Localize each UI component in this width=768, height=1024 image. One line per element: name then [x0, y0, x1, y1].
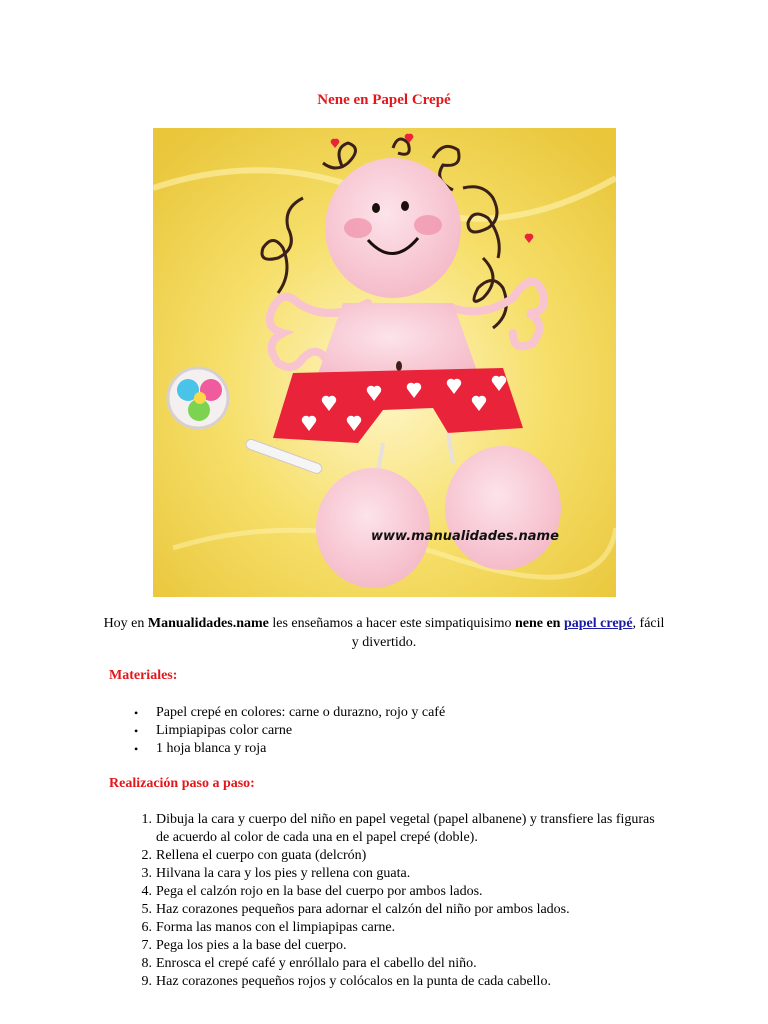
list-item: 5. Haz corazones pequeños para adornar el calzón del niño por ambos lados.: [141, 902, 570, 917]
list-item: 9. Haz corazones pequeños rojos y colócalos en la punta de cada cabello.: [141, 974, 551, 989]
materials-list: [134, 704, 446, 758]
intro-paragraph: [100, 614, 668, 652]
list-item: 7. Pega los pies a la base del cuerpo.: [141, 938, 347, 953]
crepe-paper-doll-illustration: [153, 128, 616, 597]
page-title: Nene en Papel Crepé: [317, 92, 451, 108]
craft-photo: [153, 128, 616, 597]
list-item: 3. Hilvana la cara y los pies y rellena con guata.: [141, 866, 411, 881]
intro-text-2: les enseñamos a hacer este simpatiquisimo: [268, 616, 515, 631]
list-item: • Papel crepé en colores: carne o durazno, rojo y café: [134, 705, 446, 720]
intro-bold: nene en: [514, 616, 561, 631]
papel-crepe-link[interactable]: papel crepé: [563, 616, 633, 631]
left-cheek: [344, 218, 372, 238]
bullet-icon: •: [134, 724, 139, 738]
bullet-icon: •: [134, 742, 139, 756]
list-item: 1. Dibuja la cara y cuerpo del niño en papel vegetal (papel albanene) y transfiere las figuras de acuerdo al color de cada una en el papel crepé (doble).: [141, 812, 655, 845]
list-item: • 1 hoja blanca y roja: [134, 741, 267, 756]
list-item: • Limpiapipas color carne: [134, 723, 293, 738]
list-item: 8. Enrosca el crepé café y enróllalo para el cabello del niño.: [141, 956, 477, 971]
intro-brand: Manualidades.name: [147, 616, 269, 631]
photo-watermark: www.manualidades.name: [371, 529, 559, 544]
right-eye: [401, 201, 409, 211]
materials-heading: Materiales:: [109, 668, 178, 683]
intro-text-3: , fácil y divertido.: [351, 616, 665, 650]
right-cheek: [414, 215, 442, 235]
list-item: 2. Rellena el cuerpo con guata (delcrón): [141, 848, 367, 863]
steps-heading: Realización paso a paso:: [109, 776, 255, 791]
left-eye: [372, 203, 380, 213]
belly-button: [396, 361, 402, 371]
list-item: 4. Pega el calzón rojo en la base del cuerpo por ambos lados.: [141, 884, 483, 899]
right-foot: [445, 446, 561, 570]
left-foot: [316, 468, 430, 588]
intro-text-1: Hoy en: [103, 616, 148, 631]
steps-list: [141, 811, 656, 991]
bullet-icon: •: [134, 706, 139, 720]
list-item: 6. Forma las manos con el limpiapipas carne.: [141, 920, 396, 935]
